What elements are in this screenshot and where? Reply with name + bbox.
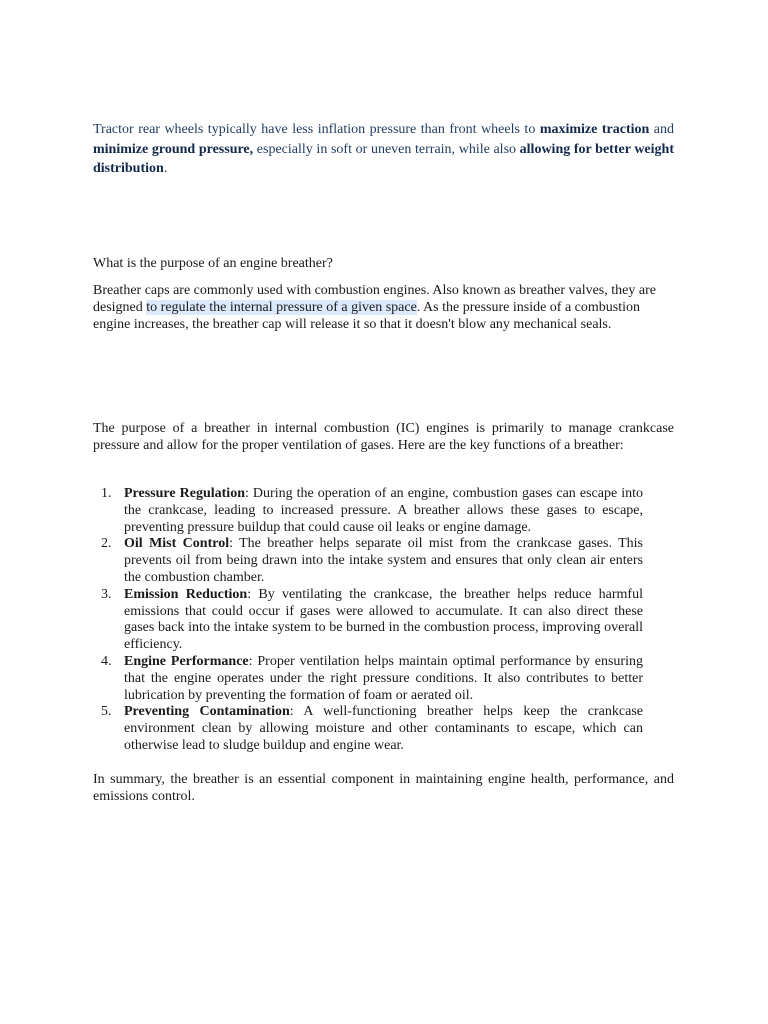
question-heading: What is the purpose of an engine breather? [93, 256, 333, 271]
intro-bold-2: minimize ground pressure, [93, 141, 254, 157]
list-item [93, 587, 643, 654]
intro-text-3: especially in soft or uneven terrain, while also [253, 141, 520, 157]
highlighted-text: to regulate the internal pressure of a given space [146, 300, 417, 315]
list-item-title: Engine Performance [124, 653, 249, 669]
intro-bold-1: maximize traction [539, 122, 650, 137]
list-item-text: : The breather helps separate oil mist from the crankcase gases. This prevents oil from being drawn into the intake system and ensures that only clean air enters the combustion chamber. [124, 536, 643, 585]
answer-text-2: . As the pressure inside of a combustion engine increases, the breather cap will release it so that it doesn't blow any mechanical seals. [93, 300, 641, 332]
functions-list [93, 486, 643, 755]
list-number: 1. [101, 486, 112, 501]
intro-text-4: . [163, 161, 168, 176]
list-item [93, 486, 643, 536]
list-number: 3. [101, 586, 112, 602]
list-number: 2. [101, 536, 112, 552]
list-item [93, 704, 643, 754]
list-item-title: Emission Reduction [124, 586, 248, 602]
list-item-text: : Proper ventilation helps maintain optimal performance by ensuring that the engine operates under the right pressure conditions. It also contributes to better lubrication by preventing the formation of foam or aerated oil. [124, 653, 643, 703]
list-item [93, 536, 643, 586]
intro-bold-3: allowing for better weight distribution [93, 141, 674, 176]
list-item-text: : A well-functioning breather helps keep the crankcase environment clean by allowing moisture and other contaminants to escape, which can otherwise lead to sludge buildup and engine wear. [124, 704, 643, 753]
list-item-title: Pressure Regulation [124, 486, 245, 501]
answer-paragraph [93, 282, 674, 333]
list-item-title: Preventing Contamination [124, 704, 290, 720]
tractor-paragraph [93, 120, 674, 179]
summary-paragraph: In summary, the breather is an essential component in maintaining engine health, performance, and emissions control. [93, 772, 674, 804]
list-item [93, 654, 643, 704]
intro-text-1: Tractor rear wheels typically have less inflation pressure than front wheels to [93, 122, 540, 137]
purpose-paragraph: The purpose of a breather in internal combustion (IC) engines is primarily to manage crankcase pressure and allow for the proper ventilation of gases. Here are the key functions of a breather: [93, 421, 674, 453]
list-item-title: Oil Mist Control [124, 536, 230, 552]
list-number: 5. [101, 704, 112, 720]
list-item-text: : By ventilating the crankcase, the breather helps reduce harmful emissions that could occur if gases were allowed to accumulate. It can also direct these gases back into the intake system to be burned in the combustion process, improving overall efficiency. [124, 586, 643, 653]
answer-text-1: Breather caps are commonly used with combustion engines. Also known as breather valves, they are designed [93, 283, 656, 315]
list-number: 4. [101, 653, 112, 669]
intro-text-2: and [649, 122, 674, 137]
list-item-text: : During the operation of an engine, combustion gases can escape into the crankcase, leading to increased pressure. A breather allows these gases to escape, preventing pressure buildup that could cause oil leaks or engine damage. [124, 486, 643, 535]
